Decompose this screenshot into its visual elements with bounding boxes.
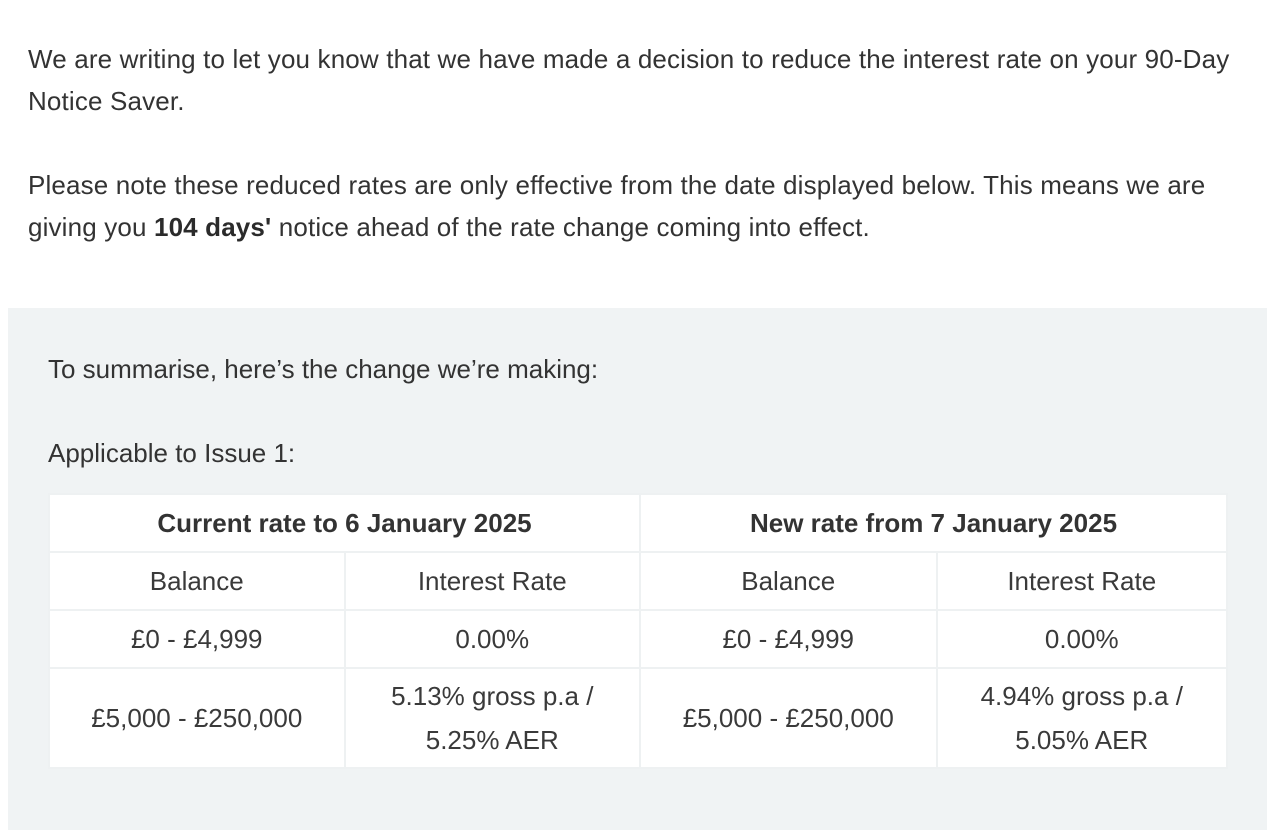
new-gross-rate: 4.94% gross p.a / bbox=[980, 681, 1183, 711]
current-balance-cell: £0 - £4,999 bbox=[49, 610, 345, 668]
current-rate-header: Current rate to 6 January 2025 bbox=[49, 494, 640, 552]
current-gross-rate: 5.13% gross p.a / bbox=[391, 681, 594, 711]
intro-text bbox=[28, 38, 1250, 290]
rate-table-period-header-row bbox=[49, 494, 1227, 552]
current-aer-rate: 5.25% AER bbox=[425, 725, 559, 755]
applicable-issue: Applicable to Issue 1: bbox=[48, 438, 296, 468]
new-balance-column-header: Balance bbox=[640, 552, 937, 610]
new-aer-rate: 5.05% AER bbox=[1015, 725, 1149, 755]
intro-paragraph-2 bbox=[28, 164, 1250, 248]
new-balance-cell: £5,000 - £250,000 bbox=[640, 668, 937, 768]
intro-paragraph-1: We are writing to let you know that we have made a decision to reduce the interest rate on your 90-Day Notice Saver. bbox=[28, 44, 1230, 116]
new-rate-cell: 0.00% bbox=[937, 610, 1228, 668]
new-rate-header: New rate from 7 January 2025 bbox=[640, 494, 1227, 552]
current-balance-cell: £5,000 - £250,000 bbox=[49, 668, 345, 768]
current-rate-cell bbox=[345, 668, 640, 768]
new-rate-column-header: Interest Rate bbox=[937, 552, 1228, 610]
table-row bbox=[49, 610, 1227, 668]
rate-table-column-header-row bbox=[49, 552, 1227, 610]
intro-paragraph-2-end: notice ahead of the rate change coming into effect. bbox=[271, 212, 870, 242]
table-row bbox=[49, 668, 1227, 768]
notice-days: 104 days' bbox=[153, 212, 272, 242]
summary-heading: To summarise, here’s the change we’re making: bbox=[48, 354, 599, 384]
current-rate-cell: 0.00% bbox=[345, 610, 640, 668]
intro-paragraph-2-start: Please note these reduced rates are only effective from the date displayed below. This means we are giving you bbox=[28, 170, 1206, 242]
current-balance-column-header: Balance bbox=[49, 552, 345, 610]
rate-table bbox=[48, 493, 1228, 769]
current-rate-column-header: Interest Rate bbox=[345, 552, 640, 610]
new-rate-cell bbox=[937, 668, 1228, 768]
new-balance-cell: £0 - £4,999 bbox=[640, 610, 937, 668]
summary-panel bbox=[8, 308, 1267, 830]
